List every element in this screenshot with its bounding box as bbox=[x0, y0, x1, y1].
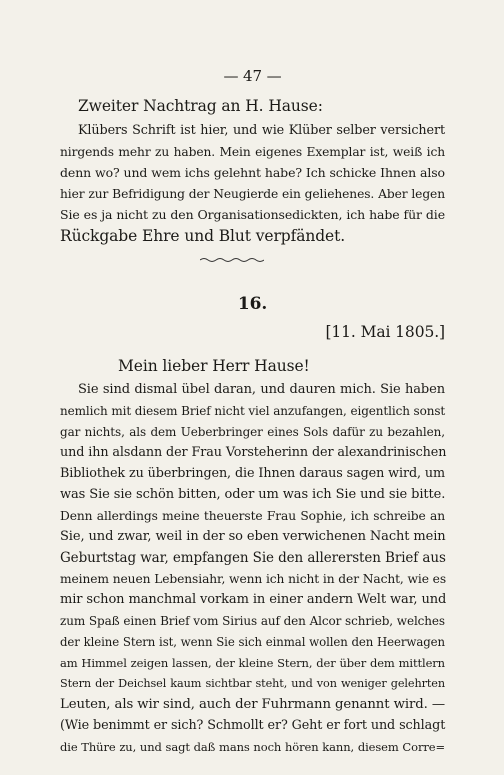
paragraph-line: Klübers Schrift ist hier, und wie Klüber selber versichert bbox=[78, 123, 445, 138]
paragraph-line: die Thüre zu, und sagt daß mans noch hören kann, diesem Corre= bbox=[60, 740, 445, 754]
paragraph-line: Sie es ja nicht zu den Organisationsedickten, ich habe für die bbox=[60, 207, 445, 222]
paragraph-line: Geburtstag war, empfangen Sie den allerersten Brief aus bbox=[60, 550, 446, 566]
paragraph-line: gar nichts, als dem Ueberbringer eines Sols dafür zu bezahlen, bbox=[60, 425, 445, 439]
paragraph-line: Bibliothek zu überbringen, die Ihnen daraus sagen wird, um bbox=[60, 466, 446, 481]
paragraph-line: am Himmel zeigen lassen, der kleine Stern, der über dem mittlern bbox=[60, 656, 445, 670]
paragraph-line: Denn allerdings meine theuerste Frau Sophie, ich schreibe an bbox=[60, 509, 445, 523]
page-number: — 47 — bbox=[223, 67, 282, 85]
salutation: Mein lieber Herr Hause! bbox=[118, 357, 310, 375]
paragraph-line: nemlich mit diesem Brief nicht viel anzufangen, eigentlich sonst bbox=[60, 404, 446, 418]
paragraph-line: Leuten, als wir sind, auch der Fuhrmann genannt wird. — bbox=[60, 697, 445, 712]
section-heading: Zweiter Nachtrag an H. Hause: bbox=[78, 97, 323, 115]
paragraph-line: meinem neuen Lebensiahr, wenn ich nicht in der Nacht, wie es bbox=[60, 572, 447, 586]
letter-date: [11. Mai 1805.] bbox=[325, 323, 445, 341]
paragraph-line: (Wie benimmt er sich? Schmollt er? Geht er fort und schlagt bbox=[60, 718, 446, 733]
paragraph-line: nirgends mehr zu haben. Mein eigenes Exemplar ist, weiß ich bbox=[60, 145, 445, 159]
paragraph-line: Rückgabe Ehre und Blut verpfändet. bbox=[60, 227, 346, 245]
paragraph-line: mir schon manchmal vorkam in einer andern Welt war, und bbox=[60, 592, 447, 607]
paragraph-line: was Sie sie schön bitten, oder um was ich Sie und sie bitte. bbox=[60, 487, 446, 502]
paragraph-line: Stern der Deichsel kaum sichtbar steht, und von weniger gelehrten bbox=[60, 677, 445, 690]
paragraph-line: der kleine Stern ist, wenn Sie sich einmal wollen den Heerwagen bbox=[60, 635, 445, 649]
section-divider bbox=[200, 257, 264, 263]
paragraph-line: denn wo? und wem ichs gelehnt habe? Ich schicke Ihnen also bbox=[60, 165, 445, 180]
letter-number: 16. bbox=[237, 294, 268, 314]
paragraph-line: zum Spaß einen Brief vom Sirius auf den Alcor schrieb, welches bbox=[60, 614, 445, 628]
paragraph-line: Sie sind dismal übel daran, und dauren mich. Sie haben bbox=[78, 382, 445, 397]
paragraph-line: hier zur Befridigung der Neugierde ein geliehenes. Aber legen bbox=[60, 187, 445, 201]
paragraph-line: Sie, und zwar, weil in der so eben verwichenen Nacht mein bbox=[60, 529, 446, 544]
paragraph-line: und ihn alsdann der Frau Vorsteherinn der alexandrinischen bbox=[60, 445, 447, 460]
